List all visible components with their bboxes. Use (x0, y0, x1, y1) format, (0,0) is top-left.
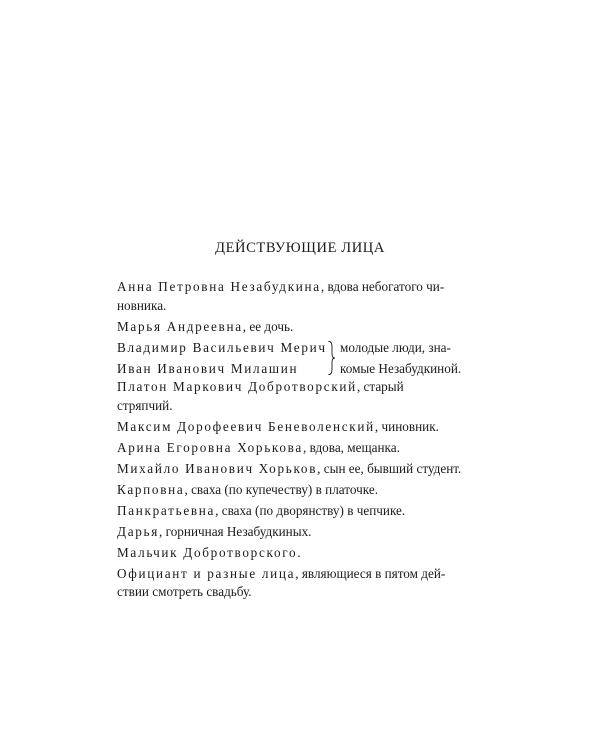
list-item (117, 544, 462, 563)
character-name: Платон Маркович Добротворский (117, 379, 357, 395)
character-description: , сваха (по купечеству) в платочке. (184, 481, 378, 497)
character-name: Карповна (117, 481, 185, 497)
group-description: комые Незабудкиной. (340, 360, 462, 376)
character-description: , сын ее, бывший студент. (317, 460, 462, 476)
character-description: , вдова небогатого чи- (320, 279, 445, 294)
character-description: . (297, 544, 301, 560)
character-name: Марья Андреевна (117, 318, 243, 334)
character-description: , являющиеся в пятом дей- (295, 565, 446, 581)
list-item-pair (117, 339, 462, 379)
character-name: Михайло Иванович Хорьков (117, 460, 318, 476)
character-description: , ее дочь. (242, 318, 294, 334)
brace-icon (327, 341, 335, 375)
list-item (117, 378, 462, 415)
character-name: Официант и разные лица (117, 565, 296, 581)
list-item (117, 481, 462, 500)
character-name: Мальчик Добротворского (117, 544, 298, 560)
group-description: молодые люди, зна- (340, 339, 451, 355)
list-item (117, 439, 462, 458)
character-description: , чиновник. (374, 418, 439, 434)
list-item (117, 418, 462, 437)
character-description: , старый стряпчий. (117, 379, 404, 413)
list-item (117, 318, 462, 337)
page-title: ДЕЙСТВУЮЩИЕ ЛИЦА (215, 240, 385, 256)
list-item (117, 565, 462, 602)
list-item (117, 523, 462, 542)
character-description-continuation: ствии смотреть свадьбу. (117, 584, 252, 600)
character-name: Арина Егоровна Хорькова (117, 439, 303, 455)
character-description: , вдова, мещанка. (302, 439, 400, 455)
character-description: , горничная Незабудкиных. (159, 523, 312, 539)
character-description: , сваха (по дворянству) в чепчике. (215, 502, 406, 518)
list-item (117, 502, 462, 521)
list-item (117, 460, 462, 479)
character-description-continuation: новника. (117, 297, 167, 313)
list-item (117, 278, 462, 315)
character-name: Панкратьевна (117, 502, 216, 518)
character-name: Владимир Васильевич Мерич (117, 339, 327, 355)
character-list (117, 278, 462, 602)
character-name: Максим Дорофеевич Беневоленский (117, 418, 375, 434)
character-name: Анна Петровна Незабудкина (117, 279, 321, 294)
character-name: Дарья (117, 523, 160, 539)
character-name: Иван Иванович Милашин (117, 360, 299, 376)
